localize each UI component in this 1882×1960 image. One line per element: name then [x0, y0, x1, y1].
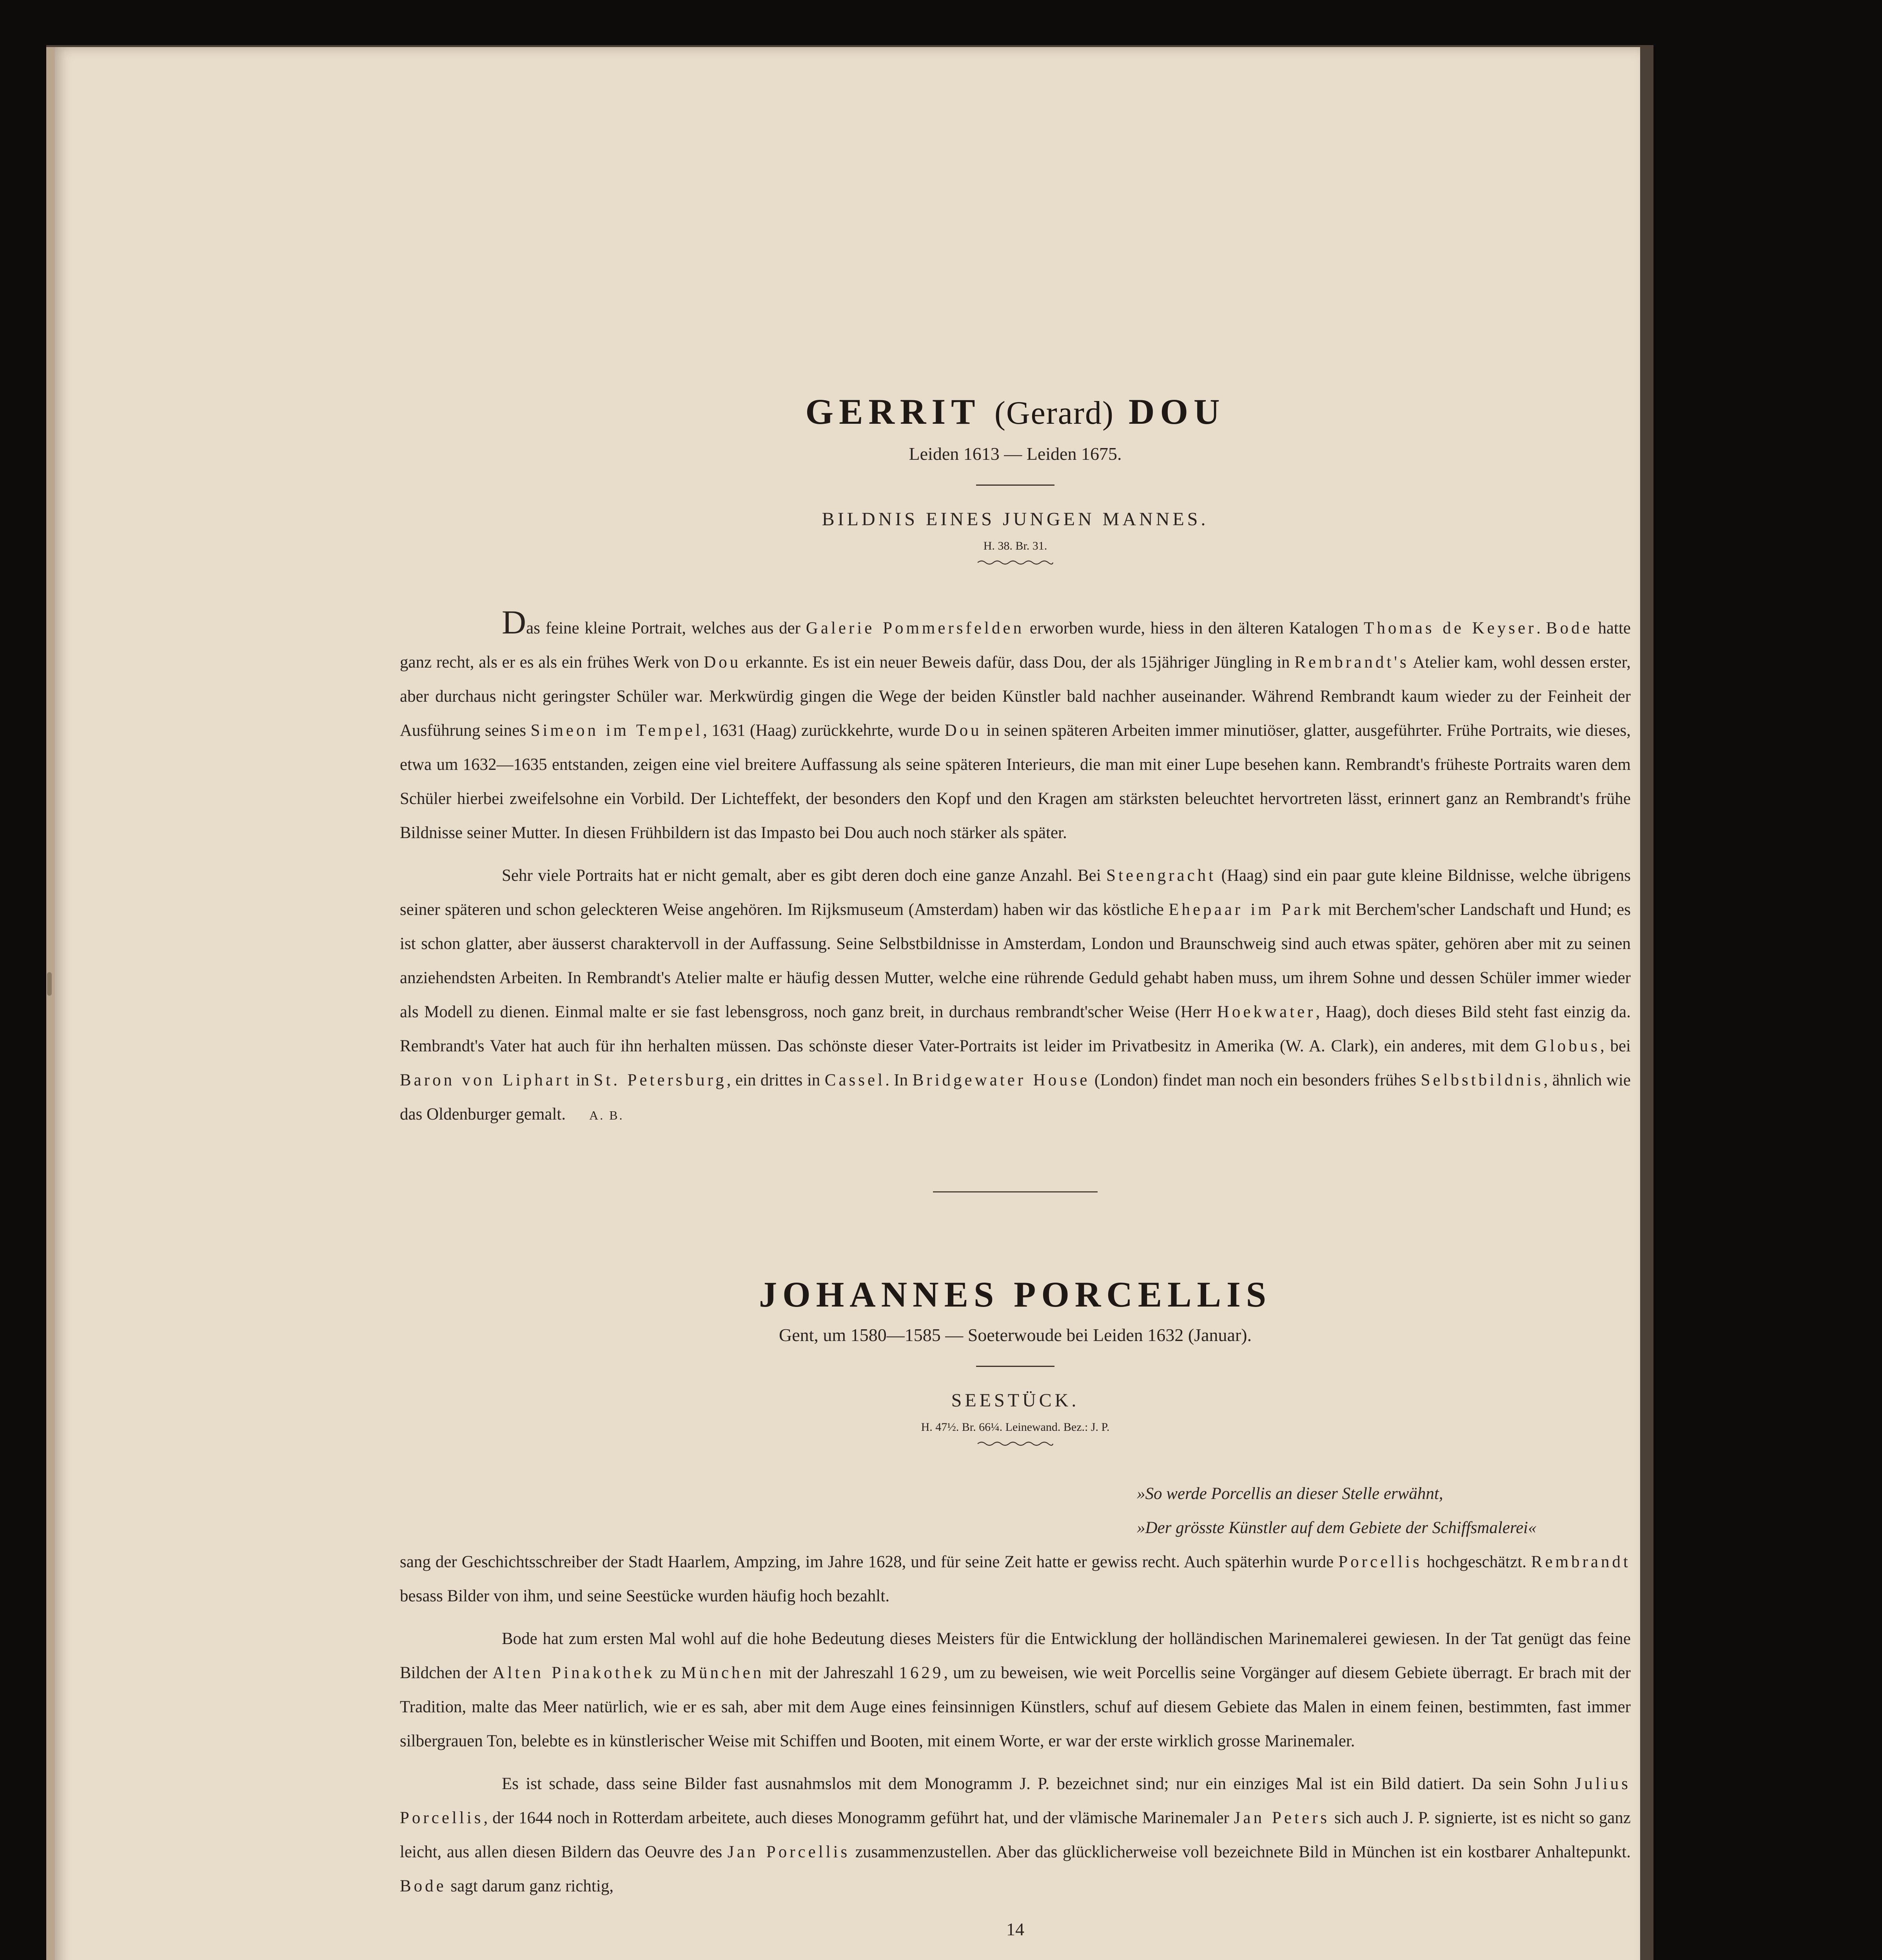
emphasized-name: Dou — [944, 721, 982, 740]
text-run: erkannte. Es ist ein neuer Beweis dafür, dass Dou, der als 15jähriger Jüngling in — [741, 653, 1295, 671]
emphasized-name: Globus — [1535, 1037, 1600, 1055]
emphasized-name: Baron von Liphart — [400, 1071, 572, 1089]
text-run: erworben wurde, hiess in den älteren Katalogen — [1024, 619, 1364, 637]
section-body — [400, 603, 1631, 1132]
page-content — [400, 388, 1631, 1940]
divider-rule — [976, 1366, 1054, 1367]
artist-surname: DOU — [1128, 392, 1225, 432]
quote-line: »So werde Porcellis an dieser Stelle erwähnt, — [1137, 1485, 1443, 1503]
work-dimensions: H. 47½. Br. 66¼. Leinewand. Bez.: J. P. — [921, 1421, 1110, 1434]
text-run: , der 1644 noch in Rotterdam arbeitete, auch dieses Monogramm geführt hat, und der vlämische Marinemaler — [483, 1809, 1234, 1827]
emphasized-name: Alten Pinakothek — [492, 1664, 655, 1682]
divider-rule — [976, 485, 1054, 486]
emphasized-name: St. Petersburg — [593, 1071, 727, 1089]
text-run: , ähnlich wie das Oldenburger gemalt. — [400, 1071, 1631, 1123]
text-run: Atelier kam, wohl dessen erster, aber durchaus nicht geringster Schüler war. Merkwürdig gingen die Wege der beiden Künstler bald nachher auseinander. Während Rembrandt kaum wieder zu der Feinheit der Ausführung seines — [400, 653, 1631, 740]
text-run: hatte ganz recht, als er es als ein frühes Werk von — [400, 619, 1631, 671]
emphasized-name: München — [681, 1664, 764, 1682]
work-title: SEESTÜCK. — [951, 1390, 1080, 1411]
emphasized-name: Rembrandt's — [1294, 653, 1409, 671]
text-run: , ein drittes in — [726, 1071, 825, 1089]
emphasized-name: Ehepaar im Park — [1169, 900, 1323, 919]
emphasized-name: Dou — [704, 653, 741, 671]
emphasized-name: 1629 — [899, 1664, 944, 1682]
body-paragraph — [400, 1545, 1631, 1613]
emphasized-name: Bode — [1546, 619, 1593, 637]
author-signature: A. B. — [589, 1108, 624, 1122]
emphasized-name: Steengracht — [1106, 866, 1216, 885]
emphasized-name: Rembrandt — [1531, 1553, 1631, 1571]
section-gerrit-dou — [400, 388, 1631, 1192]
section-body — [400, 1545, 1631, 1903]
binding-mark — [47, 972, 52, 996]
text-run: . — [1536, 619, 1546, 637]
emphasized-name: Selbstbildnis — [1421, 1071, 1544, 1089]
work-title: BILDNIS EINES JUNGEN MANNES. — [822, 509, 1209, 530]
text-run: , bei — [1600, 1037, 1631, 1055]
page-number: 14 — [1006, 1919, 1024, 1939]
text-run: in — [572, 1071, 594, 1089]
text-run: . In — [885, 1071, 913, 1089]
section-separator — [933, 1191, 1098, 1192]
body-paragraph — [400, 1767, 1631, 1903]
body-paragraph — [400, 1622, 1631, 1758]
wavy-ornament — [976, 558, 1054, 567]
artist-heading — [400, 388, 1631, 437]
text-run: mit der Jahreszahl — [764, 1664, 899, 1682]
text-run: , um zu beweisen, wie weit Porcellis seine Vorgänger auf diesem Gebiete überragt. Er brach mit der Tradition, malte das Meer natürlich, wie er es sah, aber mit dem Auge eines feinsinnigen Künstlers, schuf auf diesem Gebiete das Malen in einem feinen, bestimmten, fast immer silbergrauen Ton, belebte es in künstlerischer Weise mit Schiffen und Booten, mit einem Worte, er war der erste wirklich grosse Marinemaler. — [400, 1664, 1631, 1750]
body-paragraph — [400, 858, 1631, 1132]
text-run: in seinen späteren Arbeiten immer minutiöser, glatter, ausgeführter. Frühe Portraits, wie dieses, etwa um 1632—1635 entstanden, zeigen eine viel breitere Auffassung als seine späteren Interieurs, die man mit einer Lupe besehen kann. Rembrandt's früheste Portraits waren dem Schüler hierbei zweifelsohne ein Vorbild. Der Lichteffekt, der besonders den Kopf und den Kragen am stärksten beleuchtet hervortreten lässt, erinnert ganz an Rembrandt's frühe Bildnisse seiner Mutter. In diesen Frühbildern ist das Impasto bei Dou auch noch stärker als später. — [400, 721, 1631, 842]
artist-life-dates: Leiden 1613 — Leiden 1675. — [909, 444, 1122, 464]
text-run: Es ist schade, dass seine Bilder fast ausnahmslos mit dem Monogramm J. P. bezeichnet sind; nur ein einziges Mal ist ein Bild datiert. Da sein Sohn — [502, 1775, 1575, 1793]
text-run: (Haag) sind ein paar gute kleine Bildnisse, welche übrigens seiner späteren und schon geleckteren Weise angehören. Im Rijksmuseum (Amsterdam) haben wir das köstliche — [400, 866, 1631, 919]
page-edge — [46, 47, 55, 1960]
text-run: as feine kleine Portrait, welches aus der — [526, 619, 806, 637]
emphasized-name: Simeon im Tempel — [530, 721, 703, 740]
emphasized-name: Hoekwater — [1217, 1003, 1316, 1021]
emphasized-name: Jan Porcellis — [727, 1843, 850, 1861]
text-run: zusammenzustellen. Aber das glücklicherweise voll bezeichnete Bild in München ist ein kostbarer Anhaltepunkt. — [850, 1843, 1631, 1861]
wavy-ornament — [976, 1439, 1054, 1448]
text-run: , 1631 (Haag) zurückkehrte, wurde — [703, 721, 945, 740]
artist-alias: (Gerard) — [994, 395, 1114, 431]
text-run: sich auch J. P. signierte, ist es nicht so ganz leicht, aus allen diesen Bildern das Oeuvre des — [400, 1809, 1631, 1861]
emphasized-name: Cassel — [824, 1071, 886, 1089]
initial-letter: D — [502, 603, 526, 641]
text-run: zu — [655, 1664, 681, 1682]
section-johannes-porcellis — [400, 1271, 1631, 1903]
emphasized-name: Galerie Pommersfelden — [806, 619, 1024, 637]
emphasized-name: Jan Peters — [1234, 1809, 1330, 1827]
emphasized-name: Julius Porcellis — [400, 1775, 1631, 1827]
body-paragraph — [400, 603, 1631, 850]
work-dimensions: H. 38. Br. 31. — [983, 539, 1047, 552]
emphasized-name: Thomas de Keyser — [1363, 619, 1537, 637]
text-run: hochgeschätzt. — [1422, 1553, 1531, 1571]
text-run: besass Bilder von ihm, und seine Seestücke wurden häufig hoch bezahlt. — [400, 1587, 890, 1605]
text-run: sang der Geschichtsschreiber der Stadt Haarlem, Ampzing, im Jahre 1628, und für seine Zeit hatte er gewiss recht. Auch späterhin wurde — [400, 1553, 1339, 1571]
artist-life-dates: Gent, um 1580—1585 — Soeterwoude bei Leiden 1632 (Januar). — [779, 1325, 1252, 1345]
emphasized-name: Bode — [400, 1877, 446, 1895]
text-run: Sehr viele Portraits hat er nicht gemalt, aber es gibt deren doch eine ganze Anzahl. Bei — [502, 866, 1107, 885]
artist-name: GERRIT — [805, 392, 980, 432]
quote-line: »Der grösste Künstler auf dem Gebiete der Schiffsmalerei« — [1137, 1519, 1537, 1537]
text-run: mit Berchem'scher Landschaft und Hund; es ist schon glatter, aber äusserst charaktervoll in der Auffassung. Seine Selbstbildnisse in Amsterdam, London und Braunschweig sind auch etwas später, gehören aber mit zu seinen anziehendsten Arbeiten. In Rembrandt's Atelier malte er häufig dessen Mutter, welche eine rührende Geduld gehabt haben muss, um ihrem Sohne und dessen Schüler immer wieder als Modell zu dienen. Einmal malte er sie fast lebensgross, noch ganz breit, in durchaus rembrandt'scher Weise (Herr — [400, 900, 1631, 1021]
text-run: sagt darum ganz richtig, — [446, 1877, 614, 1895]
artist-heading: JOHANNES PORCELLIS — [759, 1274, 1272, 1314]
text-run: Bode hat zum ersten Mal wohl auf die hohe Bedeutung dieses Meisters für die Entwicklung der holländischen Marinemalerei gewiesen. In der Tat genügt das feine Bildchen der — [400, 1630, 1631, 1682]
emphasized-name: Bridgewater House — [912, 1071, 1090, 1089]
text-run: (London) findet man noch ein besonders frühes — [1090, 1071, 1421, 1089]
emphasized-name: Porcellis — [1338, 1553, 1422, 1571]
text-run: , Haag), doch dieses Bild steht fast einzig da. Rembrandt's Vater hat auch für ihn herhalten müssen. Das schönste dieser Vater-Portraits ist leider im Privatbesitz in Amerika (W. A. Clark), ein anderes, mit dem — [400, 1003, 1631, 1055]
